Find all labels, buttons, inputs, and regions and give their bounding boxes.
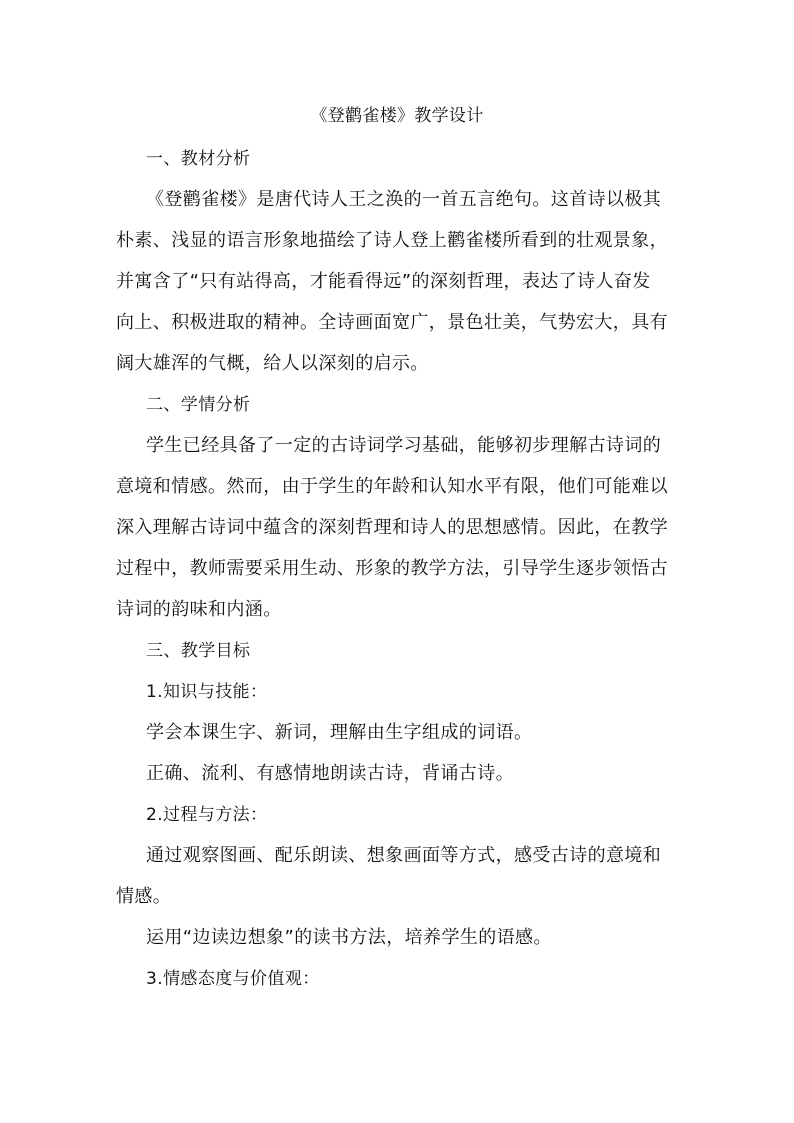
section-heading-learner-analysis: 二、学情分析 <box>146 395 251 415</box>
document-title: 《登鹳雀楼》教学设计 <box>310 106 484 126</box>
list-item: 学会本课生字、新词，理解由生字组成的词语。 <box>146 722 533 743</box>
list-item: 正确、流利、有感情地朗读古诗，背诵古诗。 <box>146 763 514 784</box>
subheading-attitude-values: 3.情感态度与价值观： <box>146 969 320 989</box>
subheading-knowledge-skills: 1.知识与技能： <box>146 682 268 702</box>
paragraph-line: 并寓含了“只有站得高，才能看得远”的深刻哲理，表达了诗人奋发 <box>116 271 651 292</box>
paragraph-line: 过程中，教师需要采用生动、形象的教学方法，引导学生逐步领悟古 <box>116 558 668 579</box>
section-heading-textbook-analysis: 一、教材分析 <box>146 149 251 169</box>
list-item-continuation: 情感。 <box>116 886 172 907</box>
paragraph-line: 向上、积极进取的精神。全诗画面宽广，景色壮美，气势宏大，具有 <box>116 312 668 333</box>
document-body <box>116 143 682 995</box>
list-item: 运用“边读边想象”的读书方法，培养学生的语感。 <box>146 927 552 948</box>
paragraph-line: 学生已经具备了一定的古诗词学习基础，能够初步理解古诗词的 <box>146 435 662 456</box>
paragraph-line: 朴素、浅显的语言形象地描绘了诗人登上鹳雀楼所看到的壮观景象， <box>116 230 668 251</box>
paragraph-line: 阔大雄浑的气概，给人以深刻的启示。 <box>116 353 429 374</box>
list-item: 通过观察图画、配乐朗读、想象画面等方式，感受古诗的意境和 <box>146 845 662 866</box>
paragraph-line: 深入理解古诗词中蕴含的深刻哲理和诗人的思想感情。因此，在教学 <box>116 517 668 538</box>
paragraph-line: 意境和情感。然而，由于学生的年龄和认知水平有限，他们可能难以 <box>116 476 668 497</box>
subheading-process-methods: 2.过程与方法： <box>146 805 268 825</box>
section-heading-teaching-goals: 三、教学目标 <box>146 641 251 661</box>
paragraph-line: 诗词的韵味和内涵。 <box>116 599 282 620</box>
paragraph-line: 《登鹳雀楼》是唐代诗人王之涣的一首五言绝句。这首诗以极其 <box>146 189 662 210</box>
